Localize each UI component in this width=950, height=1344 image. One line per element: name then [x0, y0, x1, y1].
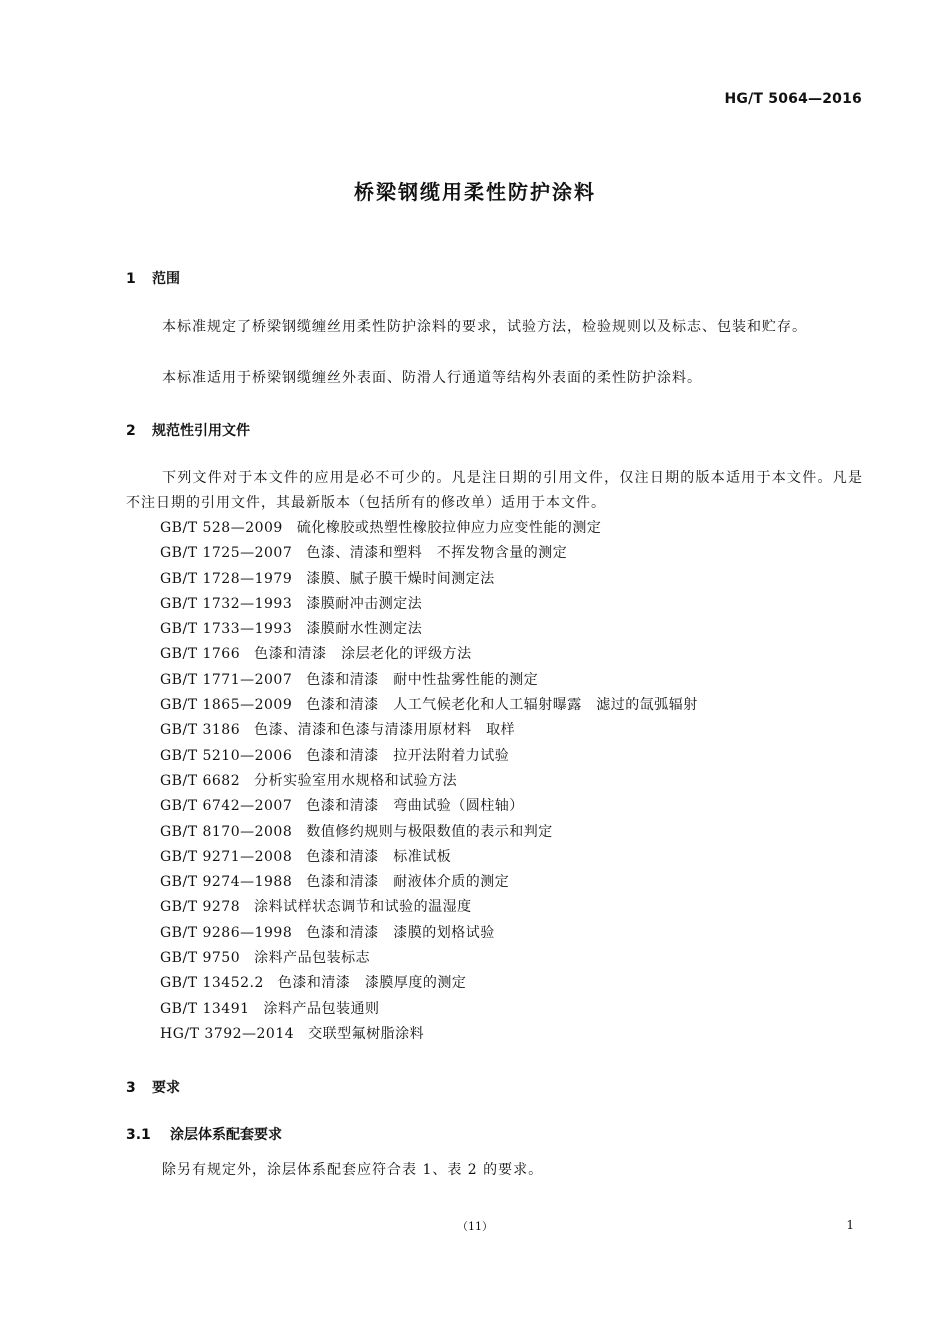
reference-code: GB/T 1771—2007	[160, 671, 293, 688]
reference-item	[160, 895, 698, 920]
reference-item	[160, 870, 698, 895]
reference-code: GB/T 9286—1998	[160, 924, 293, 941]
reference-code: GB/T 5210—2006	[160, 747, 293, 764]
reference-item	[160, 668, 698, 693]
scope-paragraph-1: 本标准规定了桥梁钢缆缠丝用柔性防护涂料的要求，试验方法，检验规则以及标志、包装和贮存。	[162, 319, 807, 335]
section-3-1-heading	[126, 1124, 282, 1144]
reference-item	[160, 693, 698, 718]
reference-item	[160, 820, 698, 845]
reference-code: GB/T 13452.2	[160, 975, 264, 992]
reference-item	[160, 794, 698, 819]
reference-item	[160, 946, 698, 971]
reference-title: 色漆和清漆 拉开法附着力试验	[306, 747, 510, 764]
reference-title: 色漆和清漆 人工气候老化和人工辐射曝露 滤过的氙弧辐射	[306, 697, 698, 714]
reference-title: 分析实验室用水规格和试验方法	[254, 772, 458, 789]
reference-item	[160, 845, 698, 870]
reference-title: 涂料产品包装标志	[254, 950, 371, 967]
page-number: 1	[846, 1218, 854, 1232]
section-2-heading	[126, 420, 250, 440]
reference-title: 色漆、清漆和色漆与清漆用原材料 取样	[254, 722, 516, 739]
reference-title: 色漆、清漆和塑料 不挥发物含量的测定	[306, 545, 568, 562]
reference-title: 色漆和清漆 耐液体介质的测定	[306, 874, 510, 891]
reference-title: 色漆和清漆 标准试板	[306, 848, 452, 865]
reference-item	[160, 567, 698, 592]
reference-item	[160, 1022, 698, 1047]
reference-code: GB/T 8170—2008	[160, 823, 293, 840]
reference-item	[160, 971, 698, 996]
reference-title: 色漆和清漆 涂层老化的评级方法	[254, 646, 472, 663]
reference-code: GB/T 1733—1993	[160, 621, 293, 638]
reference-title: 硫化橡胶或热塑性橡胶拉伸应力应变性能的测定	[296, 520, 602, 536]
footer-page-marker: （11）	[457, 1220, 493, 1233]
reference-code: GB/T 3186	[160, 722, 241, 739]
reference-code: GB/T 6682	[160, 772, 241, 789]
reference-code: GB/T 1725—2007	[160, 545, 293, 562]
section-title: 范围	[152, 271, 180, 287]
reference-title: 色漆和清漆 弯曲试验（圆柱轴）	[306, 798, 524, 815]
reference-item	[160, 516, 698, 541]
reference-item	[160, 718, 698, 743]
reference-title: 色漆和清漆 漆膜的划格试验	[306, 924, 495, 941]
normative-intro: 下列文件对于本文件的应用是必不可少的。凡是注日期的引用文件，仅注日期的版本适用于本文件。凡是不注日期的引用文件，其最新版本（包括所有的修改单）适用于本文件。	[126, 470, 863, 511]
reference-title: 色漆和清漆 耐中性盐雾性能的测定	[306, 671, 539, 688]
section-title: 要求	[152, 1080, 180, 1096]
reference-item	[160, 642, 698, 667]
reference-code: GB/T 1728—1979	[160, 570, 293, 587]
reference-code: GB/T 1732—1993	[160, 595, 293, 612]
section-number: 3.1	[126, 1127, 151, 1143]
reference-item	[160, 769, 698, 794]
reference-code: GB/T 9750	[160, 950, 241, 967]
requirements-paragraph: 除另有规定外，涂层体系配套应符合表 1、表 2 的要求。	[162, 1162, 544, 1178]
reference-item	[160, 592, 698, 617]
reference-code: GB/T 9278	[160, 899, 241, 916]
reference-title: 涂料产品包装通则	[263, 1000, 380, 1017]
reference-code: GB/T 6742—2007	[160, 798, 293, 815]
reference-title: 色漆和清漆 漆膜厚度的测定	[277, 975, 467, 992]
section-number: 3	[126, 1080, 136, 1096]
reference-code: GB/T 13491	[160, 1000, 250, 1017]
reference-item	[160, 541, 698, 566]
section-title: 规范性引用文件	[152, 423, 250, 439]
reference-item	[160, 744, 698, 769]
reference-code: GB/T 1865—2009	[160, 697, 293, 714]
section-3-heading	[126, 1077, 180, 1097]
reference-code: GB/T 1766	[160, 646, 241, 663]
reference-list	[160, 516, 698, 1047]
document-title: 桥梁钢缆用柔性防护涂料	[354, 180, 596, 204]
reference-title: 漆膜、腻子膜干燥时间测定法	[306, 570, 495, 587]
reference-title: 涂料试样状态调节和试验的温湿度	[254, 899, 472, 916]
reference-code: GB/T 9271—2008	[160, 848, 293, 865]
section-title: 涂层体系配套要求	[170, 1127, 282, 1143]
reference-item	[160, 617, 698, 642]
section-number: 2	[126, 423, 136, 439]
reference-item	[160, 921, 698, 946]
reference-item	[160, 997, 698, 1022]
reference-code: GB/T 9274—1988	[160, 874, 293, 891]
reference-code: HG/T 3792—2014	[160, 1025, 295, 1042]
section-1-heading	[126, 268, 180, 288]
reference-title: 交联型氟树脂涂料	[308, 1025, 425, 1042]
reference-title: 漆膜耐水性测定法	[306, 621, 423, 638]
reference-title: 数值修约规则与极限数值的表示和判定	[306, 823, 553, 840]
reference-code: GB/T 528—2009	[160, 520, 283, 536]
standard-code: HG/T 5064—2016	[724, 91, 862, 107]
reference-title: 漆膜耐冲击测定法	[306, 595, 423, 612]
section-number: 1	[126, 271, 136, 287]
scope-paragraph-2: 本标准适用于桥梁钢缆缠丝外表面、防滑人行通道等结构外表面的柔性防护涂料。	[162, 370, 702, 386]
